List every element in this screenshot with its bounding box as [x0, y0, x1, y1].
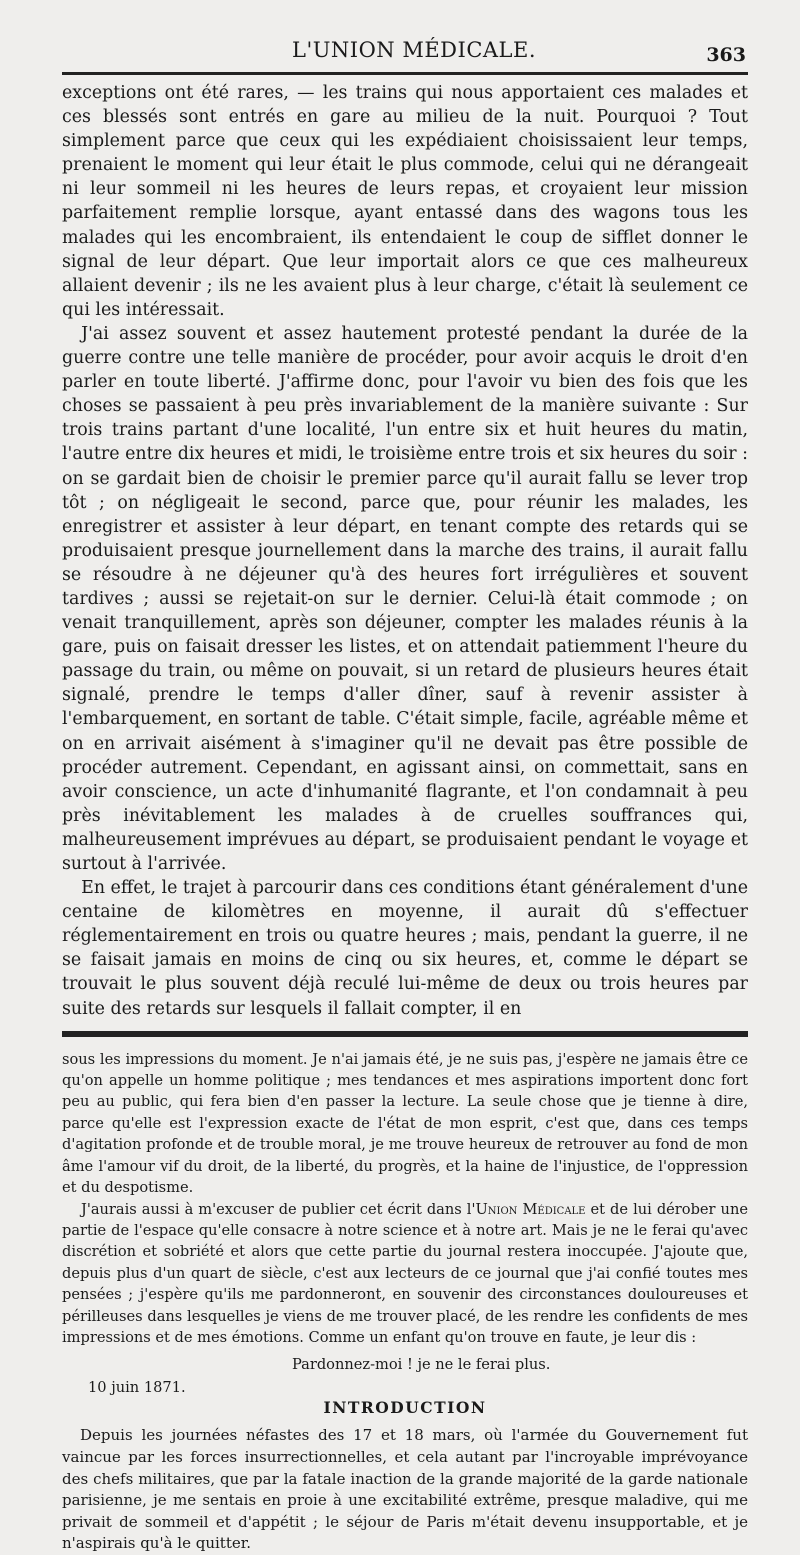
note-text: et de lui dérober une partie de l'espace qu'elle consacre à notre science et à notre art. Mais je ne le ferai qu'avec discrétion et sobriété et alors que cette partie du journal restera inoccupée. J'ajoute que, depuis plus d'un quart de siècle, c'est aux lecteurs de ce journal que j'ai confié toutes mes pensées ; j'espère qu'ils me pardonneront, en souvenir des circonstances douloureuses et périlleuses dans lesquelles je viens de me trouver placé, de les rendre les confidents de mes impressions et de mes émotions. Comme un enfant qu'on trouve en faute, je leur dis : — [62, 1200, 748, 1346]
section-heading: INTRODUCTION — [323, 1398, 487, 1418]
section-divider — [62, 1031, 748, 1037]
journal-name: Union Médicale — [475, 1200, 586, 1218]
signoff: Pardonnez-moi ! je ne le ferai plus. — [292, 1356, 551, 1374]
note-paragraph — [62, 1199, 748, 1349]
footnote-block — [62, 1049, 748, 1397]
main-paragraph: J'ai assez souvent et assez hautement protesté pendant la durée de la guerre contre une telle manière de procéder, pour avoir acquis le droit d'en parler en toute liberté. J'affirme donc, pour l'avoir vu bien des fois que les choses se passaient à peu près invariablement de la manière suivante : Sur trois trains partant d'une localité, l'un entre six et huit heures du matin, l'autre entre dix heures et midi, le troisième entre trois et six heures du soir : on se gardait bien de choisir le premier parce qu'il aurait fallu se lever trop tôt ; on négligeait le second, parce que, pour réunir les malades, les enregistrer et assister à leur départ, en tenant compte des retards qui se produisaient presque journellement dans la marche des trains, il aurait fallu se résoudre à ne déjeuner qu'à des heures fort irrégulières et souvent tardives ; aussi se rejetait-on sur le dernier. Celui-là était commode ; on venait tranquillement, après son déjeuner, compter les malades réunis à la gare, puis on faisait dresser les listes, et on attendait patiemment l'heure du passage du train, ou même on pouvait, si un retard de plusieurs heures était signalé, prendre le temps d'aller dîner, sauf à revenir assister à l'embarquement, en sortant de table. C'était simple, facile, agréable même et on en arrivait aisément à s'imaginer qu'il ne devait pas être possible de procéder autrement. Cependant, en agissant ainsi, on commettait, sans en avoir conscience, un acte d'inhumanité flagrante, et l'on condamnait à peu près inévitablement les malades à de cruelles souffrances qui, malheureusement imprévues au départ, se produisaient pendant le voyage et surtout à l'arrivée. — [62, 323, 748, 874]
note-text: J'aurais aussi à m'excuser de publier cet écrit dans l' — [80, 1200, 476, 1218]
dateline: 10 juin 1871. — [88, 1379, 186, 1397]
running-title: L'UNION MÉDICALE. — [292, 38, 537, 62]
page-number: 363 — [706, 44, 746, 66]
main-paragraph: En effet, le trajet à parcourir dans ces conditions étant généralement d'une centaine de kilomètres en moyenne, il aurait dû s'effectuer réglementairement en trois ou quatre heures ; mais, pendant la guerre, il ne se faisait jamais en moins de cinq ou six heures, et, comme le départ se trouvait le plus souvent déjà reculé lui-même de deux ou trois heures par suite des retards sur lesquels il fallait compter, il en — [62, 878, 748, 1019]
introduction — [62, 1425, 748, 1555]
note-paragraph: sous les impressions du moment. Je n'ai jamais été, je ne suis pas, j'espère ne jamais être ce qu'on appelle un homme politique ; mes tendances et mes aspirations importent donc fort peu au public, qui fera bien d'en passer la lecture. La seule chose que je tienne à dire, parce qu'elle est l'expression exacte de l'état de mon esprit, c'est que, dans ces temps d'agitation profonde et de trouble moral, je me trouve heureux de retrouver au fond de mon âme l'amour vif du droit, de la liberté, du progrès, et la haine de l'injustice, de l'oppression et du despotisme. — [62, 1050, 748, 1197]
page-header — [62, 34, 748, 70]
main-text — [62, 81, 748, 1021]
header-rule — [62, 72, 748, 75]
main-paragraph: exceptions ont été rares, — les trains qui nous apportaient ces malades et ces blessés sont entrés en gare au milieu de la nuit. Pourquoi ? Tout simplement parce que ceux qui les expédiaient choisissaient leur temps, prenaient le moment qui leur était le plus commode, celui qui ne dérangeait ni leur sommeil ni les heures de leurs repas, et croyaient leur mission parfaitement remplie lorsque, ayant entassé dans des wagons tous les malades qui les encombraient, ils entendaient le coup de sifflet donner le signal de leur départ. Que leur importait alors ce que ces malheureux allaient devenir ; ils ne les avaient plus à leur charge, c'était là seulement ce qui les intéressait. — [62, 83, 748, 320]
intro-paragraph: Depuis les journées néfastes des 17 et 18 mars, où l'armée du Gouvernement fut vaincue par les forces insurrectionnelles, et cela autant par l'incroyable imprévoyance des chefs militaires, que par la fatale inaction de la grande majorité de la garde nationale parisienne, je me sentais en proie à une excitabilité extrême, presque maladive, qui me privait de sommeil et d'appétit ; le séjour de Paris m'était devenu insupportable, et je n'aspirais qu'à le quitter. — [62, 1426, 748, 1553]
